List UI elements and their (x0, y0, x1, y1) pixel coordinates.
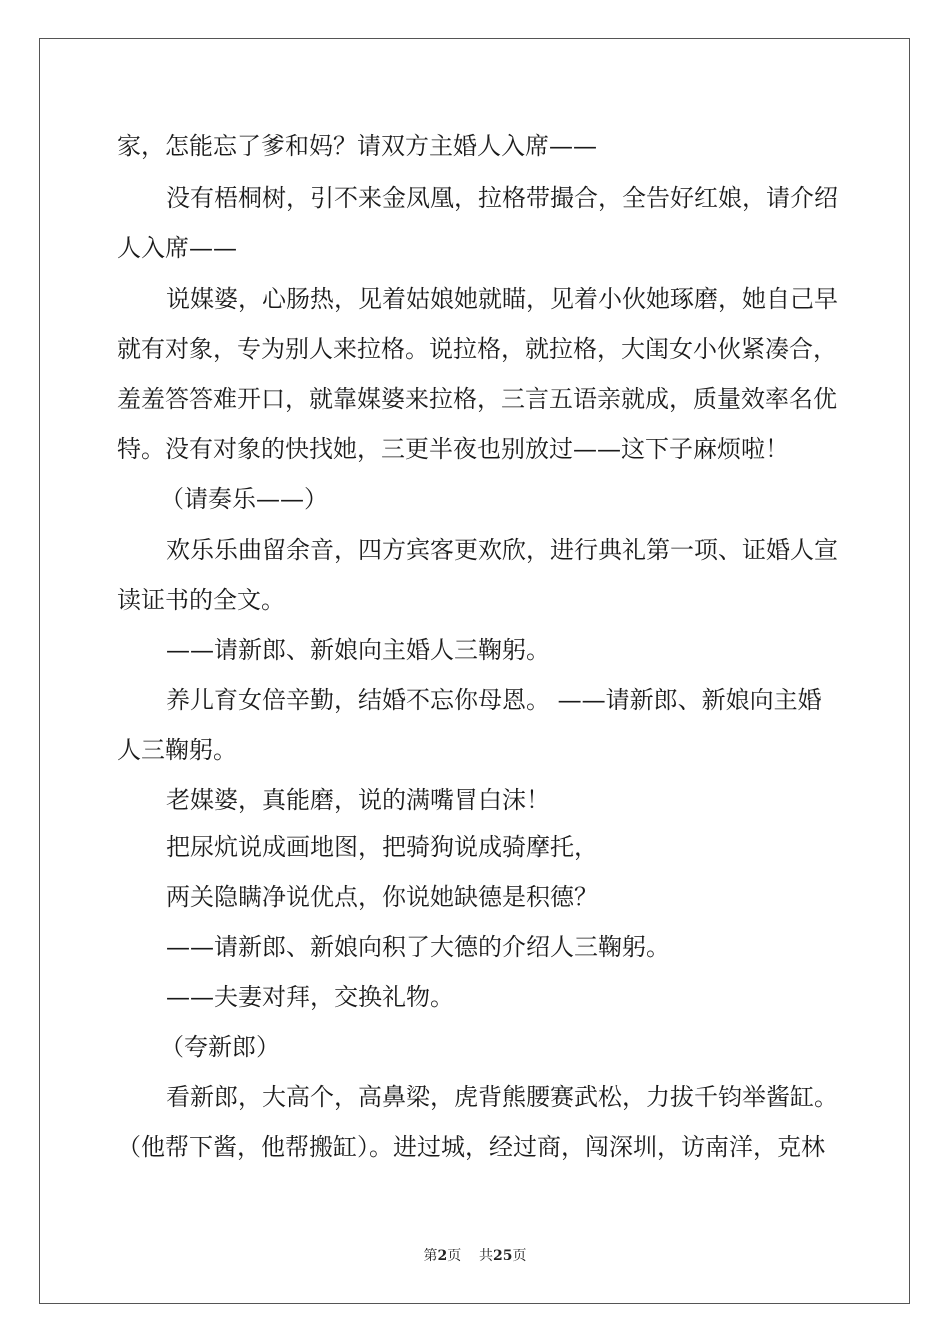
text-line: 欢乐乐曲留余音，四方宾客更欢欣，进行典礼第一项、证婚人宣 (166, 536, 838, 564)
text-line: 特。没有对象的快找她，三更半夜也别放过——这下子麻烦啦！ (117, 435, 789, 463)
text-line: ——请新郎、新娘向主婚人三鞠躬。 (166, 636, 550, 664)
text-line: 看新郎，大高个，高鼻梁，虎背熊腰赛武松，力拔千钧举酱缸。 (166, 1083, 838, 1111)
text-line: 读证书的全文。 (117, 586, 285, 614)
text-line: 人入席—— (117, 234, 237, 262)
text-line: 没有梧桐树，引不来金凤凰，拉格带撮合，全告好红娘，请介绍 (166, 184, 838, 212)
text-line: 就有对象，专为别人来拉格。说拉格，就拉格，大闺女小伙紧凑合， (117, 335, 837, 363)
text-line: 家，怎能忘了爹和妈？请双方主婚人入席—— (117, 132, 597, 160)
page-footer (0, 1245, 950, 1265)
text-line: （夸新郎） (160, 1033, 280, 1061)
text-line: 羞羞答答难开口，就靠媒婆来拉格，三言五语亲就成，质量效率名优 (117, 385, 837, 413)
text-line: 人三鞠躬。 (117, 736, 237, 764)
footer-page-unit: 页 (447, 1248, 462, 1264)
text-line: 养儿育女倍辛勤，结婚不忘你母恩。 ——请新郎、新娘向主婚 (166, 686, 822, 714)
text-line: （他帮下酱，他帮搬缸）。进过城，经过商，闯深圳，访南洋，克林 (117, 1133, 825, 1161)
text-line: ——请新郎、新娘向积了大德的介绍人三鞠躬。 (166, 933, 670, 961)
footer-page-number: 2 (437, 1248, 448, 1264)
text-line: 老媒婆，真能磨，说的满嘴冒白沫！ (166, 786, 550, 814)
page-border (39, 38, 910, 1304)
footer-total-pages: 25 (493, 1248, 513, 1264)
text-line: 两关隐瞒净说优点，你说她缺德是积德？ (166, 883, 598, 911)
footer-page-prefix: 第 (423, 1248, 438, 1264)
text-line: 把尿炕说成画地图，把骑狗说成骑摩托， (166, 833, 598, 861)
text-line: 说媒婆，心肠热，见着姑娘她就瞄，见着小伙她琢磨，她自己早 (166, 285, 838, 313)
footer-total-prefix: 共 (479, 1248, 494, 1264)
text-line: （请奏乐——） (160, 485, 328, 513)
text-line: ——夫妻对拜，交换礼物。 (166, 983, 454, 1011)
footer-total-unit: 页 (512, 1248, 527, 1264)
